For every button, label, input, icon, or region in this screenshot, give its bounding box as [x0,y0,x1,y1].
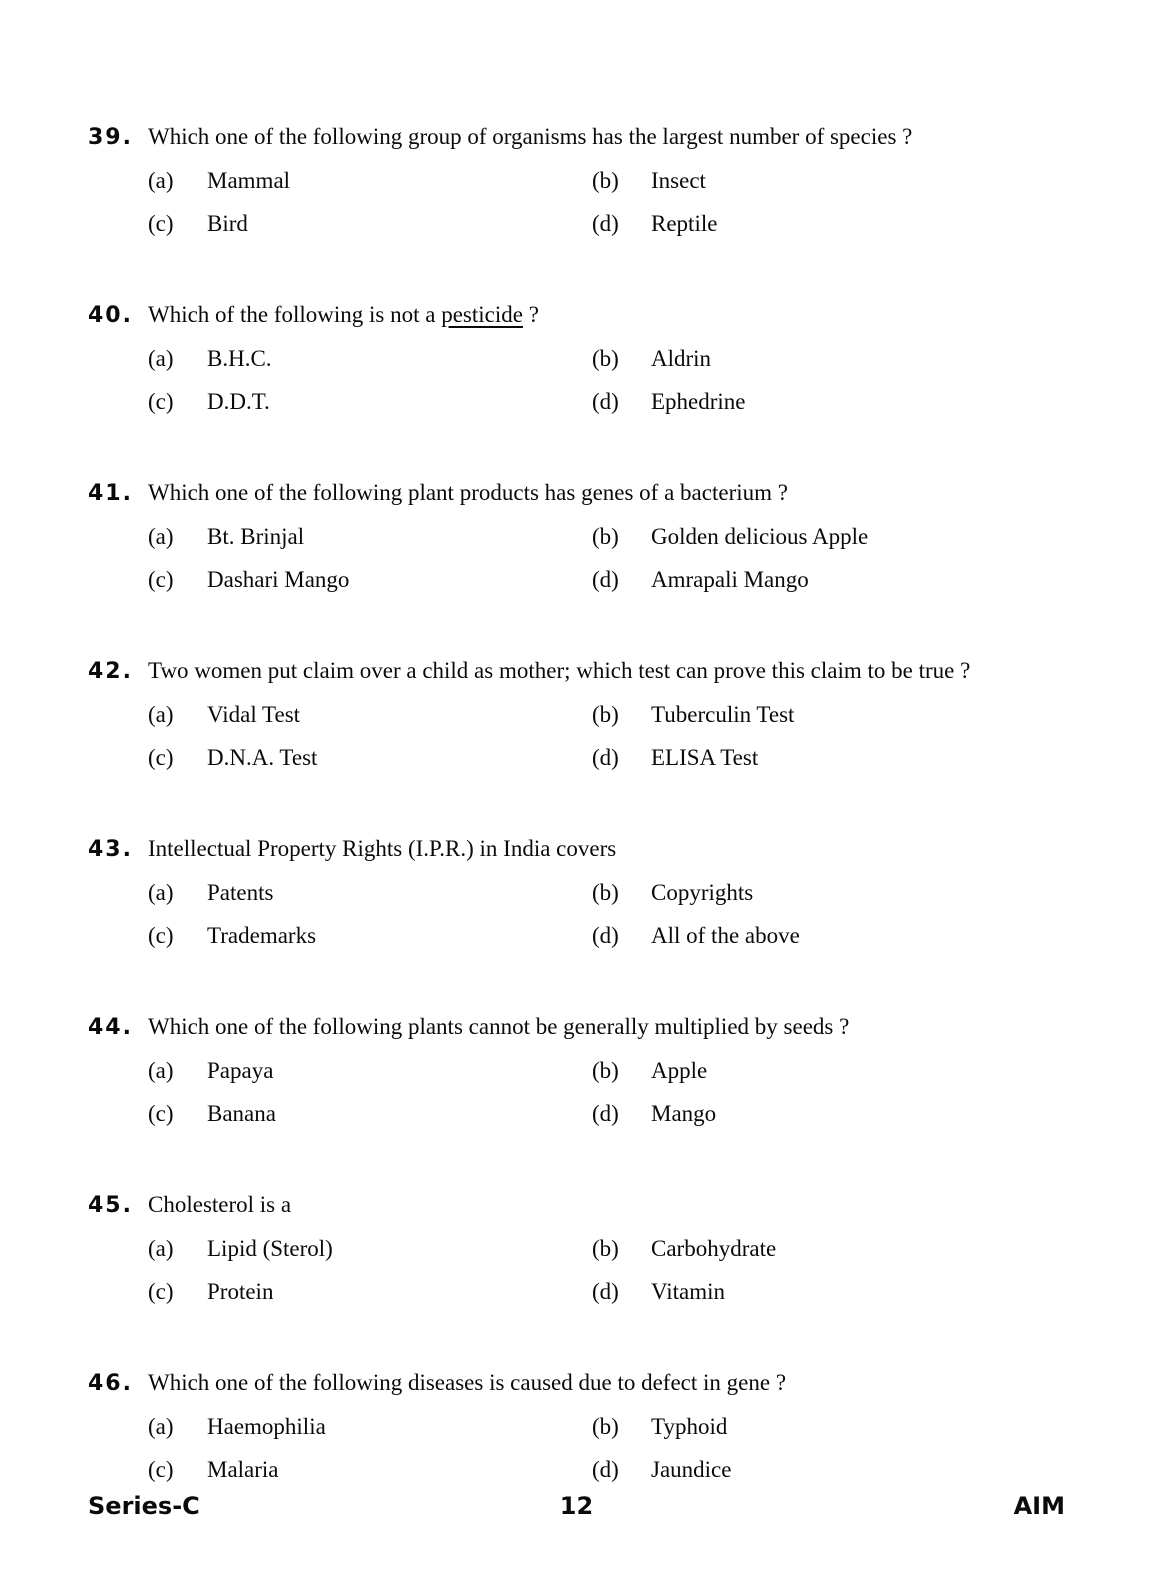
question-text-part: Cholesterol is a [148,1192,292,1217]
option-text: All of the above [651,923,800,948]
option-letter: (b) [592,1414,619,1439]
option-letter: (c) [148,923,174,948]
question-number: 45. [88,1193,133,1218]
option-text: Reptile [651,211,718,236]
option-item [148,1412,592,1442]
question-number: 46. [88,1371,133,1396]
option-text: Mammal [207,168,291,193]
question-text [148,834,616,864]
question-header [88,1368,1078,1399]
question-number: 40. [88,303,133,328]
question-number: 42. [88,659,133,684]
option-letter: (b) [592,702,619,727]
question-text [148,122,912,152]
option-letter: (d) [592,211,619,236]
option-text: Vitamin [651,1279,725,1304]
option-text: Carbohydrate [651,1236,777,1261]
option-letter: (d) [592,389,619,414]
question-header [88,656,1078,687]
question-block [88,1012,1078,1129]
question-header [88,834,1078,865]
option-letter: (c) [148,1101,174,1126]
question-text-part: Which one of the following group of organisms has the largest number of species ? [148,124,913,149]
question-text-part: Which one of the following plant products has genes of a bacterium ? [148,480,788,505]
option-item [592,565,1078,595]
option-text: Protein [207,1279,274,1304]
question-text-part: Intellectual Property Rights (I.P.R.) in India covers [148,836,617,861]
option-text: Aldrin [651,346,712,371]
question-text [148,1012,849,1042]
option-letter: (d) [592,1279,619,1304]
option-letter: (a) [148,346,174,371]
options-grid [148,878,1078,951]
footer-right-label: AIM [1013,1492,1065,1520]
option-letter: (d) [592,923,619,948]
option-text: Mango [651,1101,717,1126]
question-text [148,1368,786,1398]
option-item [148,700,592,730]
question-block [88,656,1078,773]
option-letter: (a) [148,880,174,905]
options-grid [148,166,1078,239]
option-item [592,878,1078,908]
option-letter: (b) [592,1058,619,1083]
option-item [148,565,592,595]
question-block [88,1190,1078,1307]
option-text: Malaria [207,1457,279,1482]
option-item [592,1277,1078,1307]
question-text-part: Which one of the following plants cannot be generally multiplied by seeds ? [148,1014,850,1039]
option-text: Insect [651,168,706,193]
option-text: Tuberculin Test [651,702,795,727]
footer-page-number: 12 [559,1492,594,1520]
option-item [148,1455,592,1485]
option-text: Apple [651,1058,708,1083]
option-text: Patents [207,880,274,905]
question-header [88,300,1078,331]
option-item [592,1455,1078,1485]
options-grid [148,1412,1078,1485]
option-text: Lipid (Sterol) [207,1236,333,1261]
option-text: Vidal Test [207,702,301,727]
question-text-underlined-part: pesticide [441,302,523,327]
question-block [88,834,1078,951]
option-item [592,1056,1078,1086]
options-grid [148,1234,1078,1307]
option-letter: (d) [592,567,619,592]
option-letter: (a) [148,524,174,549]
question-number: 41. [88,481,133,506]
option-text: Bt. Brinjal [207,524,305,549]
option-item [592,700,1078,730]
option-text: B.H.C. [207,346,272,371]
question-text-part: ? [522,302,539,327]
option-letter: (c) [148,389,174,414]
option-text: Bird [207,211,248,236]
option-letter: (d) [592,745,619,770]
options-grid [148,700,1078,773]
option-item [148,1056,592,1086]
option-letter: (c) [148,211,174,236]
option-item [148,1234,592,1264]
option-item [592,209,1078,239]
option-item [148,166,592,196]
option-item [148,387,592,417]
option-text: D.D.T. [207,389,270,414]
option-text: Typhoid [651,1414,728,1439]
option-item [148,209,592,239]
option-letter: (b) [592,1236,619,1261]
question-block [88,300,1078,417]
option-text: Golden delicious Apple [651,524,869,549]
option-letter: (a) [148,1058,174,1083]
option-text: Trademarks [207,923,317,948]
questions-list [88,122,1078,1546]
question-block [88,122,1078,239]
question-header [88,1012,1078,1043]
question-text-part: Which one of the following diseases is caused due to defect in gene ? [148,1370,787,1395]
question-text [148,478,788,508]
option-item [592,921,1078,951]
option-item [592,344,1078,374]
question-header [88,1190,1078,1221]
option-item [592,743,1078,773]
option-letter: (c) [148,567,174,592]
option-letter: (a) [148,1236,174,1261]
footer-series-label: Series-C [88,1492,200,1520]
option-item [592,387,1078,417]
option-letter: (c) [148,745,174,770]
option-item [148,921,592,951]
option-letter: (d) [592,1101,619,1126]
option-item [148,878,592,908]
option-text: Banana [207,1101,276,1126]
question-text-part: Which of the following is not a [148,302,442,327]
option-letter: (c) [148,1457,174,1482]
option-text: Haemophilia [207,1414,326,1439]
question-text [148,300,539,330]
option-letter: (a) [148,702,174,727]
question-number: 43. [88,837,133,862]
options-grid [148,1056,1078,1129]
option-text: Copyrights [651,880,754,905]
question-number: 39. [88,125,133,150]
option-item [148,344,592,374]
options-grid [148,522,1078,595]
option-letter: (b) [592,346,619,371]
question-block [88,478,1078,595]
question-text-part: Two women put claim over a child as mother; which test can prove this claim to be true ? [148,658,971,683]
option-item [592,1099,1078,1129]
question-header [88,122,1078,153]
question-header [88,478,1078,509]
option-text: D.N.A. Test [207,745,318,770]
option-item [148,1099,592,1129]
option-letter: (b) [592,880,619,905]
page-footer [88,1492,1065,1524]
option-text: ELISA Test [651,745,759,770]
option-letter: (c) [148,1279,174,1304]
option-item [592,166,1078,196]
question-text [148,656,970,686]
options-grid [148,344,1078,417]
option-text: Amrapali Mango [651,567,809,592]
option-item [148,1277,592,1307]
option-text: Dashari Mango [207,567,350,592]
question-text [148,1190,291,1220]
option-item [148,522,592,552]
option-item [592,522,1078,552]
option-letter: (d) [592,1457,619,1482]
option-text: Ephedrine [651,389,746,414]
option-item [592,1234,1078,1264]
option-letter: (b) [592,168,619,193]
option-letter: (a) [148,1414,174,1439]
option-text: Papaya [207,1058,274,1083]
question-number: 44. [88,1015,133,1040]
question-block [88,1368,1078,1485]
option-letter: (a) [148,168,174,193]
option-letter: (b) [592,524,619,549]
option-item [148,743,592,773]
option-text: Jaundice [651,1457,732,1482]
option-item [592,1412,1078,1442]
